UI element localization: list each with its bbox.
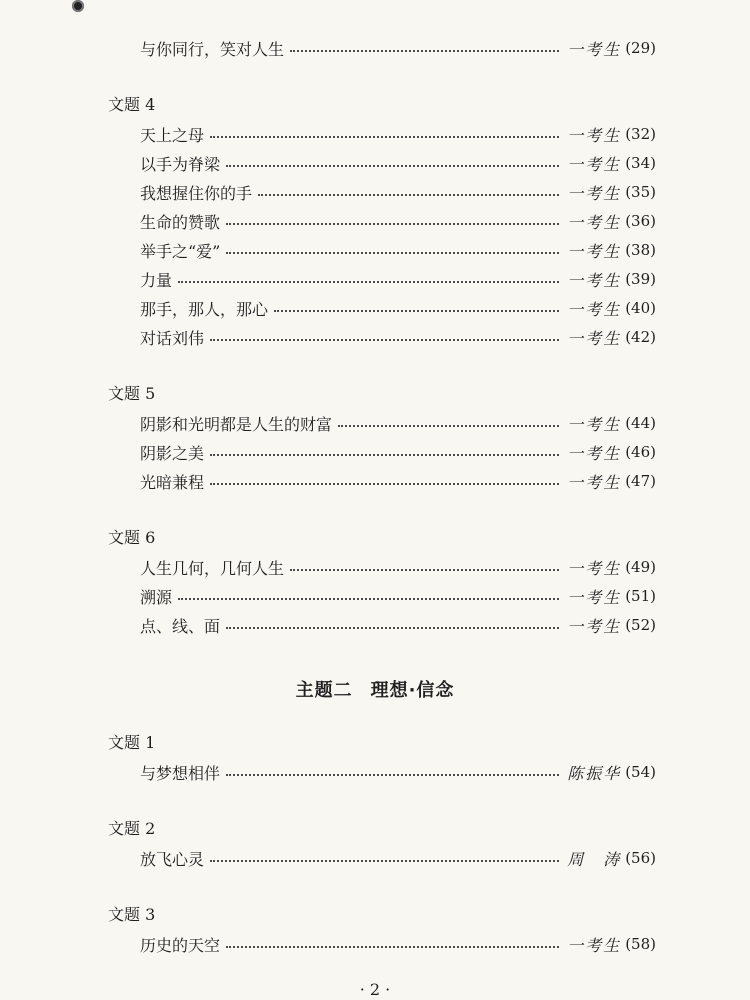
toc-entry[interactable] [140,442,656,462]
entry-title: 人生几何，几何人生 [140,558,285,578]
dot-leader [226,627,559,629]
toc-entry[interactable] [140,934,656,954]
entry-author: 一考生 [567,616,622,636]
dot-leader [210,483,559,485]
entry-title: 溯源 [140,587,173,607]
dot-leader [178,598,559,600]
entry-author: 一考生 [567,154,622,174]
entry-page: (52) [625,616,656,634]
entry-page: (44) [625,414,656,432]
toc-entry[interactable] [140,38,656,58]
entry-author: 一考生 [567,212,622,232]
dot-leader [210,454,559,456]
section-heading: 文题 5 [108,384,156,403]
entry-title: 力量 [140,270,173,290]
entry-author: 一考生 [567,328,622,348]
dot-leader [290,50,559,52]
entry-author: 一考生 [567,299,622,319]
toc-entry[interactable] [140,298,656,318]
entry-title: 我想握住你的手 [140,183,253,203]
entry-page: (36) [625,212,656,230]
binding-hole-mark [72,0,84,12]
toc-entry[interactable] [140,586,656,606]
toc-entry[interactable] [140,762,656,782]
entry-title: 以手为脊梁 [140,154,221,174]
theme-name: 理想·信念 [370,680,455,701]
dot-leader [338,425,559,427]
entry-author: 一考生 [567,587,622,607]
section-heading: 文题 1 [108,733,156,752]
entry-author: 一考生 [567,183,622,203]
page-number: · 2 · [359,980,391,999]
entry-title: 天上之母 [140,125,205,145]
entry-author: 周 涛 [567,849,622,869]
entry-title: 对话刘伟 [140,328,205,348]
entry-author: 一考生 [567,241,622,261]
theme-number: 主题二 [295,680,353,701]
dot-leader [226,165,559,167]
entry-page: (46) [625,443,656,461]
dot-leader [226,774,559,776]
entry-title: 光暗兼程 [140,472,205,492]
theme-heading [0,676,750,702]
toc-entry[interactable] [140,327,656,347]
entry-page: (54) [625,763,656,781]
entry-page: (34) [625,154,656,172]
entry-title: 生命的赞歌 [140,212,221,232]
entry-author: 一考生 [567,558,622,578]
toc-entry[interactable] [140,471,656,491]
entry-page: (35) [625,183,656,201]
entry-author: 一考生 [567,935,622,955]
toc-entry[interactable] [140,240,656,260]
dot-leader [258,194,559,196]
entry-page: (29) [625,39,656,57]
toc-entry[interactable] [140,848,656,868]
dot-leader [210,136,559,138]
entry-page: (49) [625,558,656,576]
entry-author: 一考生 [567,39,622,59]
entry-author: 一考生 [567,472,622,492]
entry-author: 一考生 [567,443,622,463]
section-heading: 文题 2 [108,819,156,838]
entry-title: 点、线、面 [140,616,221,636]
dot-leader [210,860,559,862]
entry-page: (42) [625,328,656,346]
section-heading: 文题 4 [108,95,156,114]
toc-entry[interactable] [140,124,656,144]
entry-page: (38) [625,241,656,259]
entry-page: (58) [625,935,656,953]
section-heading: 文题 3 [108,905,156,924]
entry-title: 那手，那人，那心 [140,299,269,319]
entry-page: (32) [625,125,656,143]
dot-leader [178,281,559,283]
toc-entry[interactable] [140,413,656,433]
section-heading: 文题 6 [108,528,156,547]
toc-entry[interactable] [140,182,656,202]
entry-title: 阴影之美 [140,443,205,463]
toc-entry[interactable] [140,153,656,173]
entry-author: 陈振华 [567,763,622,783]
toc-entry[interactable] [140,557,656,577]
entry-author: 一考生 [567,414,622,434]
entry-page: (51) [625,587,656,605]
dot-leader [274,310,559,312]
entry-title: 举手之“爱” [140,241,221,261]
toc-entry[interactable] [140,615,656,635]
entry-page: (47) [625,472,656,490]
dot-leader [290,569,559,571]
dot-leader [226,223,559,225]
entry-title: 与你同行，笑对人生 [140,39,285,59]
entry-author: 一考生 [567,125,622,145]
dot-leader [210,339,559,341]
toc-entry[interactable] [140,211,656,231]
entry-title: 阴影和光明都是人生的财富 [140,414,333,434]
toc-entry[interactable] [140,269,656,289]
entry-author: 一考生 [567,270,622,290]
entry-title: 与梦想相伴 [140,763,221,783]
entry-page: (56) [625,849,656,867]
entry-page: (40) [625,299,656,317]
dot-leader [226,946,559,948]
entry-page: (39) [625,270,656,288]
dot-leader [226,252,559,254]
entry-title: 历史的天空 [140,935,221,955]
entry-title: 放飞心灵 [140,849,205,869]
